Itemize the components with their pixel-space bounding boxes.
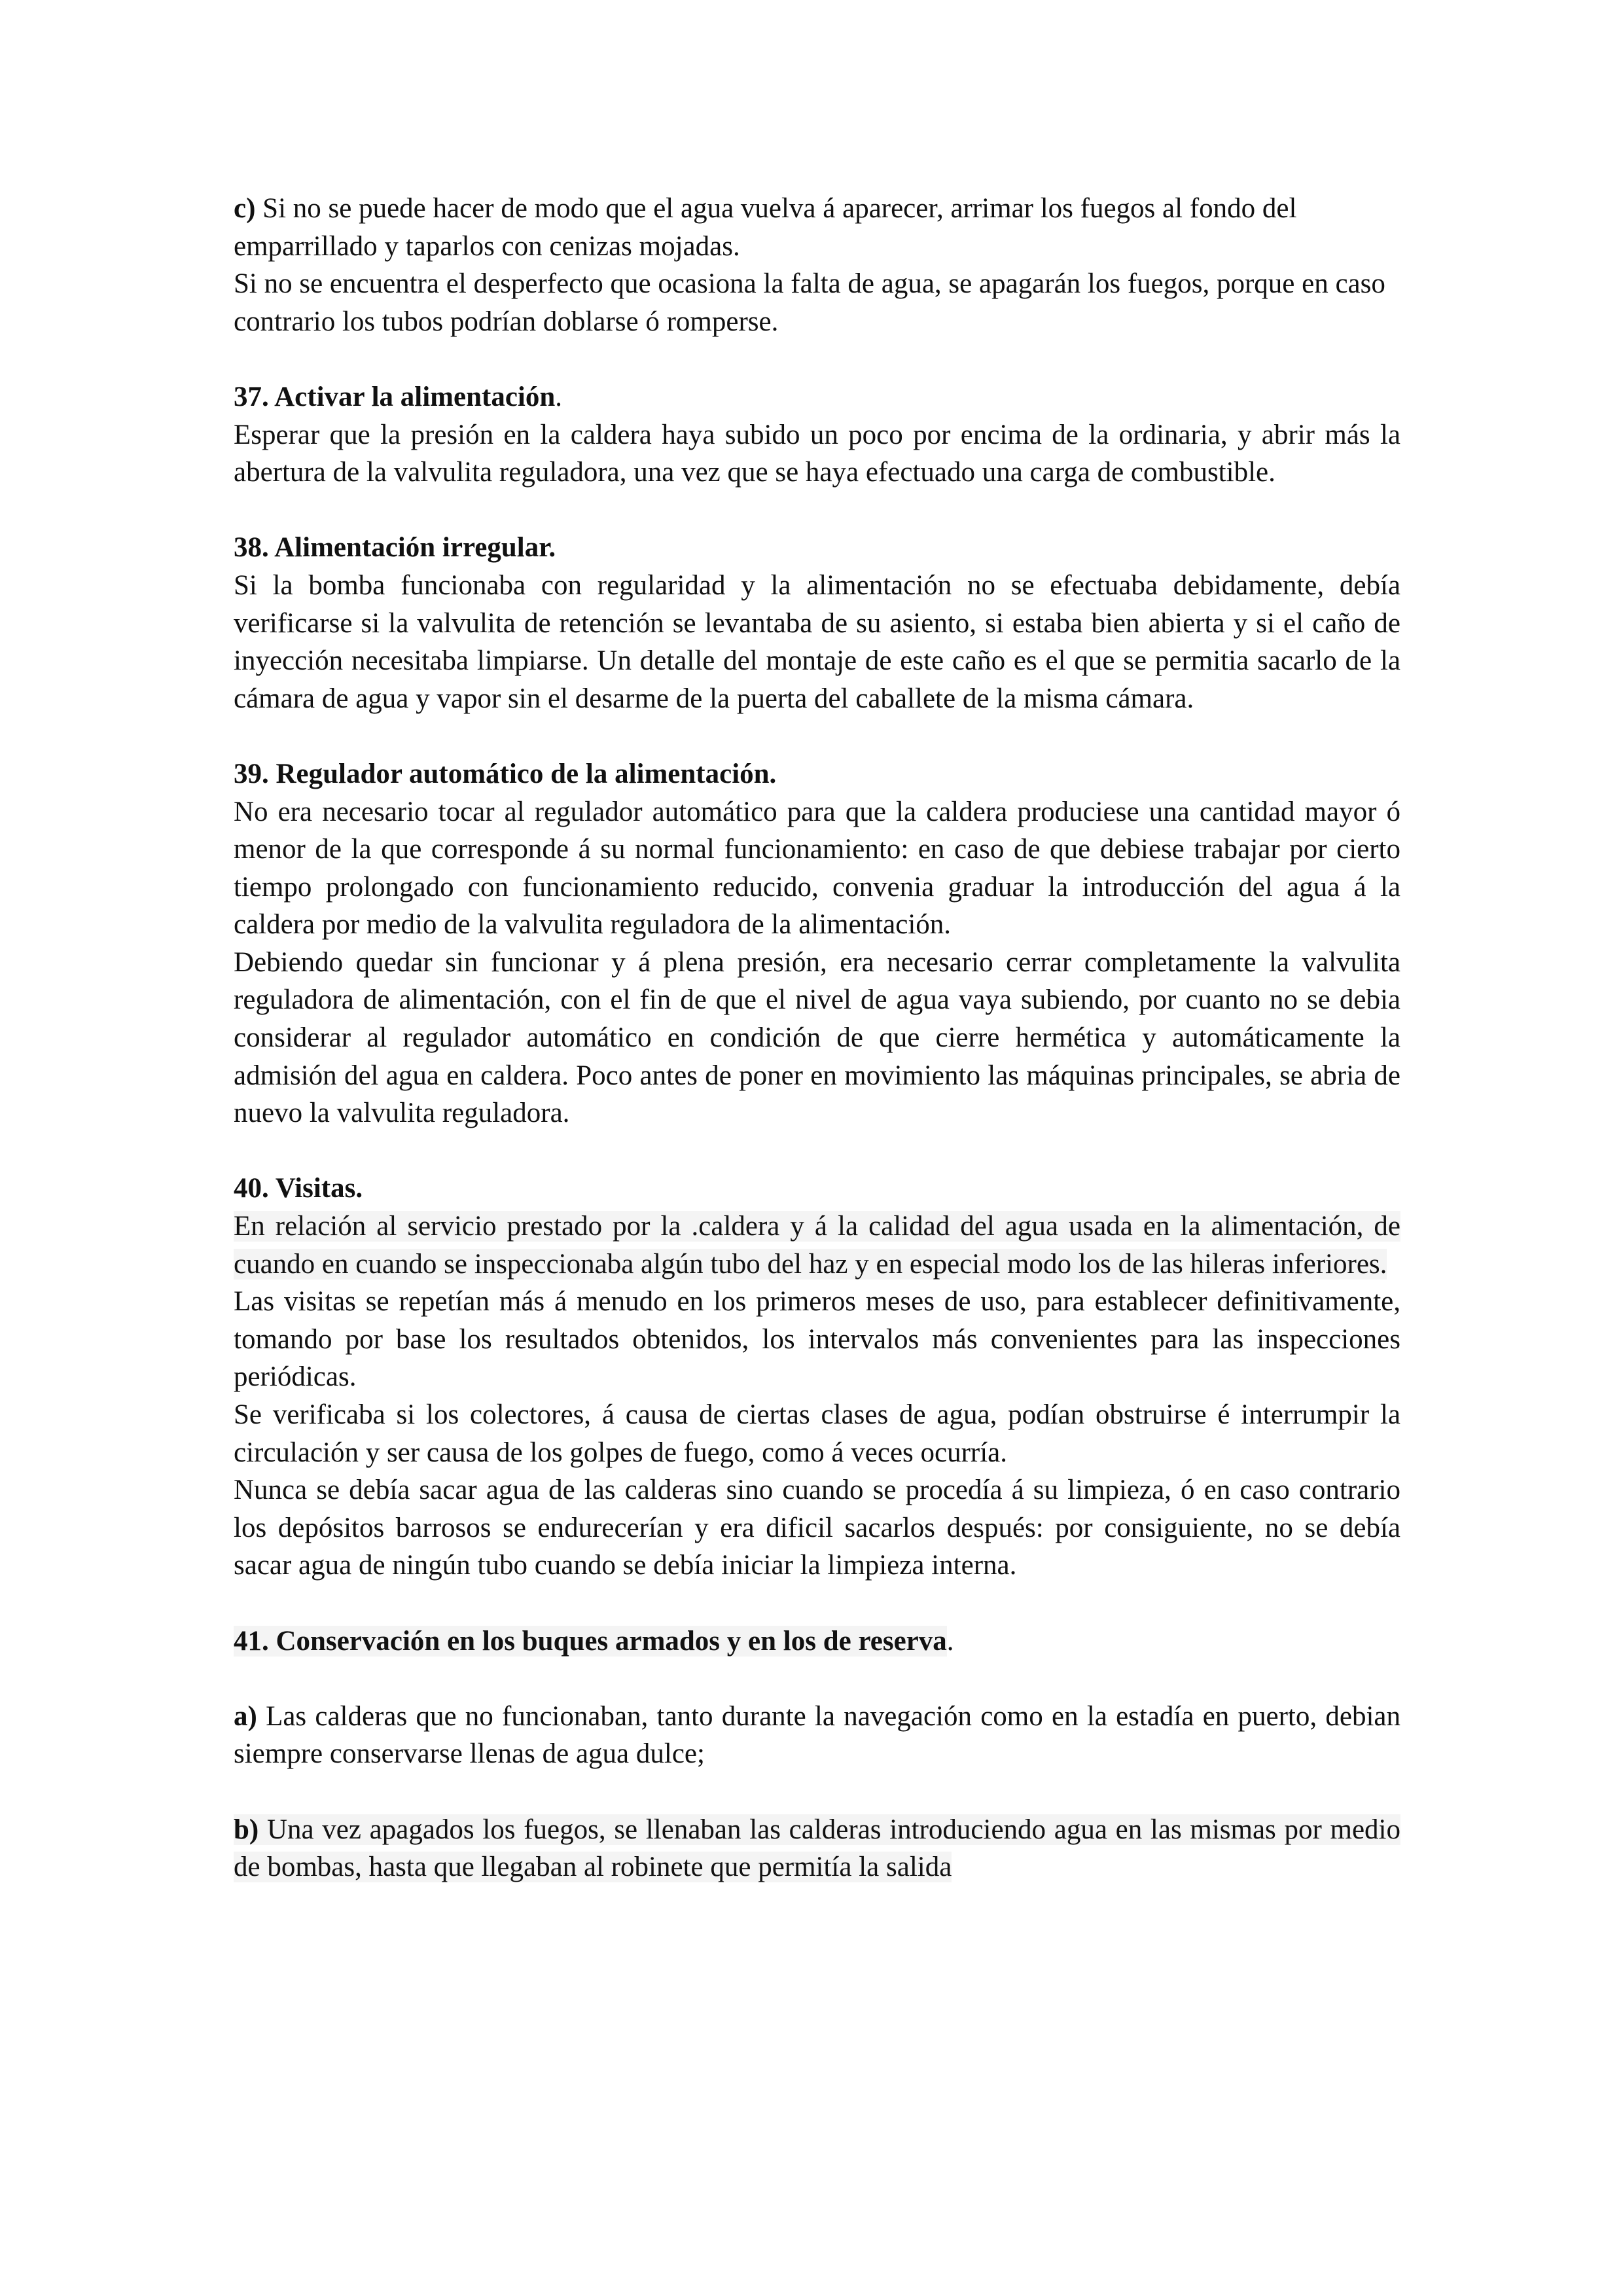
section-39-body-1: No era necesario tocar al regulador automático para que la caldera produciese una cantidad mayor ó menor de la que corresponde á su normal funcionamiento: en caso de que debiese trabajar por cierto tiempo prolongado con funcionamiento reducido, convenia graduar la introducción del agua á la caldera por medio de la valvulita reguladora de la alimentación. xyxy=(234,796,1400,941)
section-41-heading xyxy=(234,1623,1400,1660)
section-40-heading: 40. Visitas. xyxy=(234,1173,363,1204)
document-body xyxy=(234,190,1400,1886)
paragraph-gap xyxy=(234,340,1400,378)
section-37-body: Esperar que la presión en la caldera haya subido un poco por encima de la ordinaria, y abrir más la abertura de la valvulita reguladora, una vez que se haya efectuado una carga de combustible. xyxy=(234,419,1400,488)
paragraph-c xyxy=(234,190,1400,265)
paragraph-gap xyxy=(234,717,1400,755)
section-41-item-a-text: Las calderas que no funcionaban, tanto durante la navegación como en la estadía en puerto, debian siempre conservarse llenas de agua dulce; xyxy=(234,1700,1400,1770)
section-38-heading: 38. Alimentación irregular. xyxy=(234,532,556,564)
section-41-item-b xyxy=(234,1811,1400,1886)
section-39-body-2: Debiendo quedar sin funcionar y á plena presión, era necesario cerrar completamente la valvulita reguladora de alimentación, con el fin de que el nivel de agua vaya subiendo, por cuanto no se debia considerar al regulador automático en condición de que cierre hermética y automáticamente la admisión del agua en caldera. Poco antes de poner en movimiento las máquinas principales, se abria de nuevo la valvulita reguladora. xyxy=(234,946,1400,1129)
paragraph-gap xyxy=(234,1132,1400,1170)
item-label-a: a) xyxy=(234,1700,257,1732)
section-39-heading: 39. Regulador automático de la alimentación. xyxy=(234,758,777,789)
section-41-item-b-highlight xyxy=(234,1814,1400,1883)
section-41-item-b-text: Una vez apagados los fuegos, se llenaban las calderas introduciendo agua en las mismas por medio de bombas, hasta que llegaban al robinete que permitía la salida xyxy=(234,1814,1400,1883)
paragraph-gap xyxy=(234,1660,1400,1698)
section-40-body-2: Las visitas se repetían más á menudo en los primeros meses de uso, para establecer definitivamente, tomando por base los resultados obtenidos, los intervalos más convenientes para las inspecciones periódicas. xyxy=(234,1286,1400,1393)
section-40-body-4: Nunca se debía sacar agua de las calderas sino cuando se procedía á su limpieza, ó en caso contrario los depósitos barrosos se endurecerían y era dificil sacarlos después: por consiguiente, no se debía sacar agua de ningún tubo cuando se debía iniciar la limpieza interna. xyxy=(234,1475,1400,1581)
item-label-b: b) xyxy=(234,1814,259,1845)
section-37-heading-suffix: . xyxy=(555,381,563,412)
paragraph-c-text: Si no se puede hacer de modo que el agua vuelva á aparecer, arrimar los fuegos al fondo del emparrillado y taparlos con cenizas mojadas. xyxy=(234,193,1297,262)
section-38-body: Si la bomba funcionaba con regularidad y la alimentación no se efectuaba debidamente, debía verificarse si la valvulita de retención se levantaba de su asiento, si estaba bien abierta y si el caño de inyección necesitaba limpiarse. Un detalle del montaje de este caño es el que se permitia sacarlo de la cámara de agua y vapor sin el desarme de la puerta del caballete de la misma cámara. xyxy=(234,569,1400,714)
paragraph-c-continuation: Si no se encuentra el desperfecto que ocasiona la falta de agua, se apagarán los fuegos, porque en caso contrario los tubos podrían doblarse ó romperse. xyxy=(234,268,1385,337)
section-41-heading-text: 41. Conservación en los buques armados y en los de reserva xyxy=(234,1625,947,1657)
paragraph-gap xyxy=(234,492,1400,529)
section-41-item-a xyxy=(234,1698,1400,1773)
section-41-heading-suffix: . xyxy=(946,1625,954,1657)
section-40-body-1 xyxy=(234,1208,1400,1283)
section-37-heading xyxy=(234,378,1400,416)
section-37-heading-text: 37. Activar la alimentación xyxy=(234,381,556,412)
paragraph-gap xyxy=(234,1585,1400,1623)
paragraph-gap xyxy=(234,1773,1400,1811)
item-label-c: c) xyxy=(234,193,256,224)
section-40-body-3: Se verificaba si los colectores, á causa de ciertas clases de agua, podían obstruirse é interrumpir la circulación y ser causa de los golpes de fuego, como á veces ocurría. xyxy=(234,1399,1400,1468)
section-40-body-1-text: En relación al servicio prestado por la .caldera y á la calidad del agua usada en la alimentación, de cuando en cuando se inspeccionaba algún tubo del haz y en especial modo los de las hileras inferiores. xyxy=(234,1211,1400,1280)
